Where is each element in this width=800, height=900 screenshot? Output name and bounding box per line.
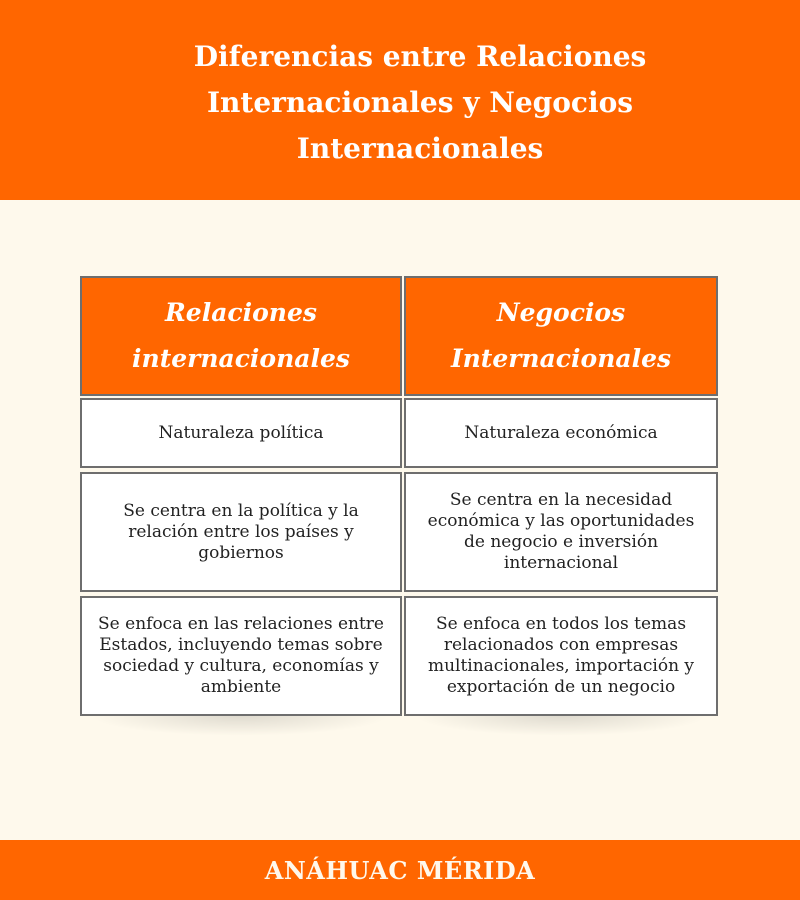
table-cell: Se enfoca en todos los temas relacionados con empresas multinacionales, importación y exportación de un negocio — [404, 596, 718, 716]
column-header-negocios: Negocios Internacionales — [404, 276, 718, 396]
brand-logo-text: ANÁHUAC MÉRIDA — [264, 855, 536, 885]
page-title: Diferencias entre Relaciones Internacionales y Negocios Internacionales — [193, 40, 647, 165]
footer-banner — [0, 840, 800, 900]
table-cell: Naturaleza política — [80, 398, 402, 468]
table-cell: Naturaleza económica — [404, 398, 718, 468]
table-cell: Se enfoca en las relaciones entre Estados, incluyendo temas sobre sociedad y cultura, economías y ambiente — [80, 596, 402, 716]
table-cell: Se centra en la política y la relación entre los países y gobiernos — [80, 472, 402, 592]
table-shadow — [90, 716, 390, 736]
table-shadow — [414, 716, 708, 736]
column-header-relaciones: Relaciones internacionales — [80, 276, 402, 396]
table-cell: Se centra en la necesidad económica y las oportunidades de negocio e inversión internacional — [404, 472, 718, 592]
header-banner — [0, 0, 800, 200]
